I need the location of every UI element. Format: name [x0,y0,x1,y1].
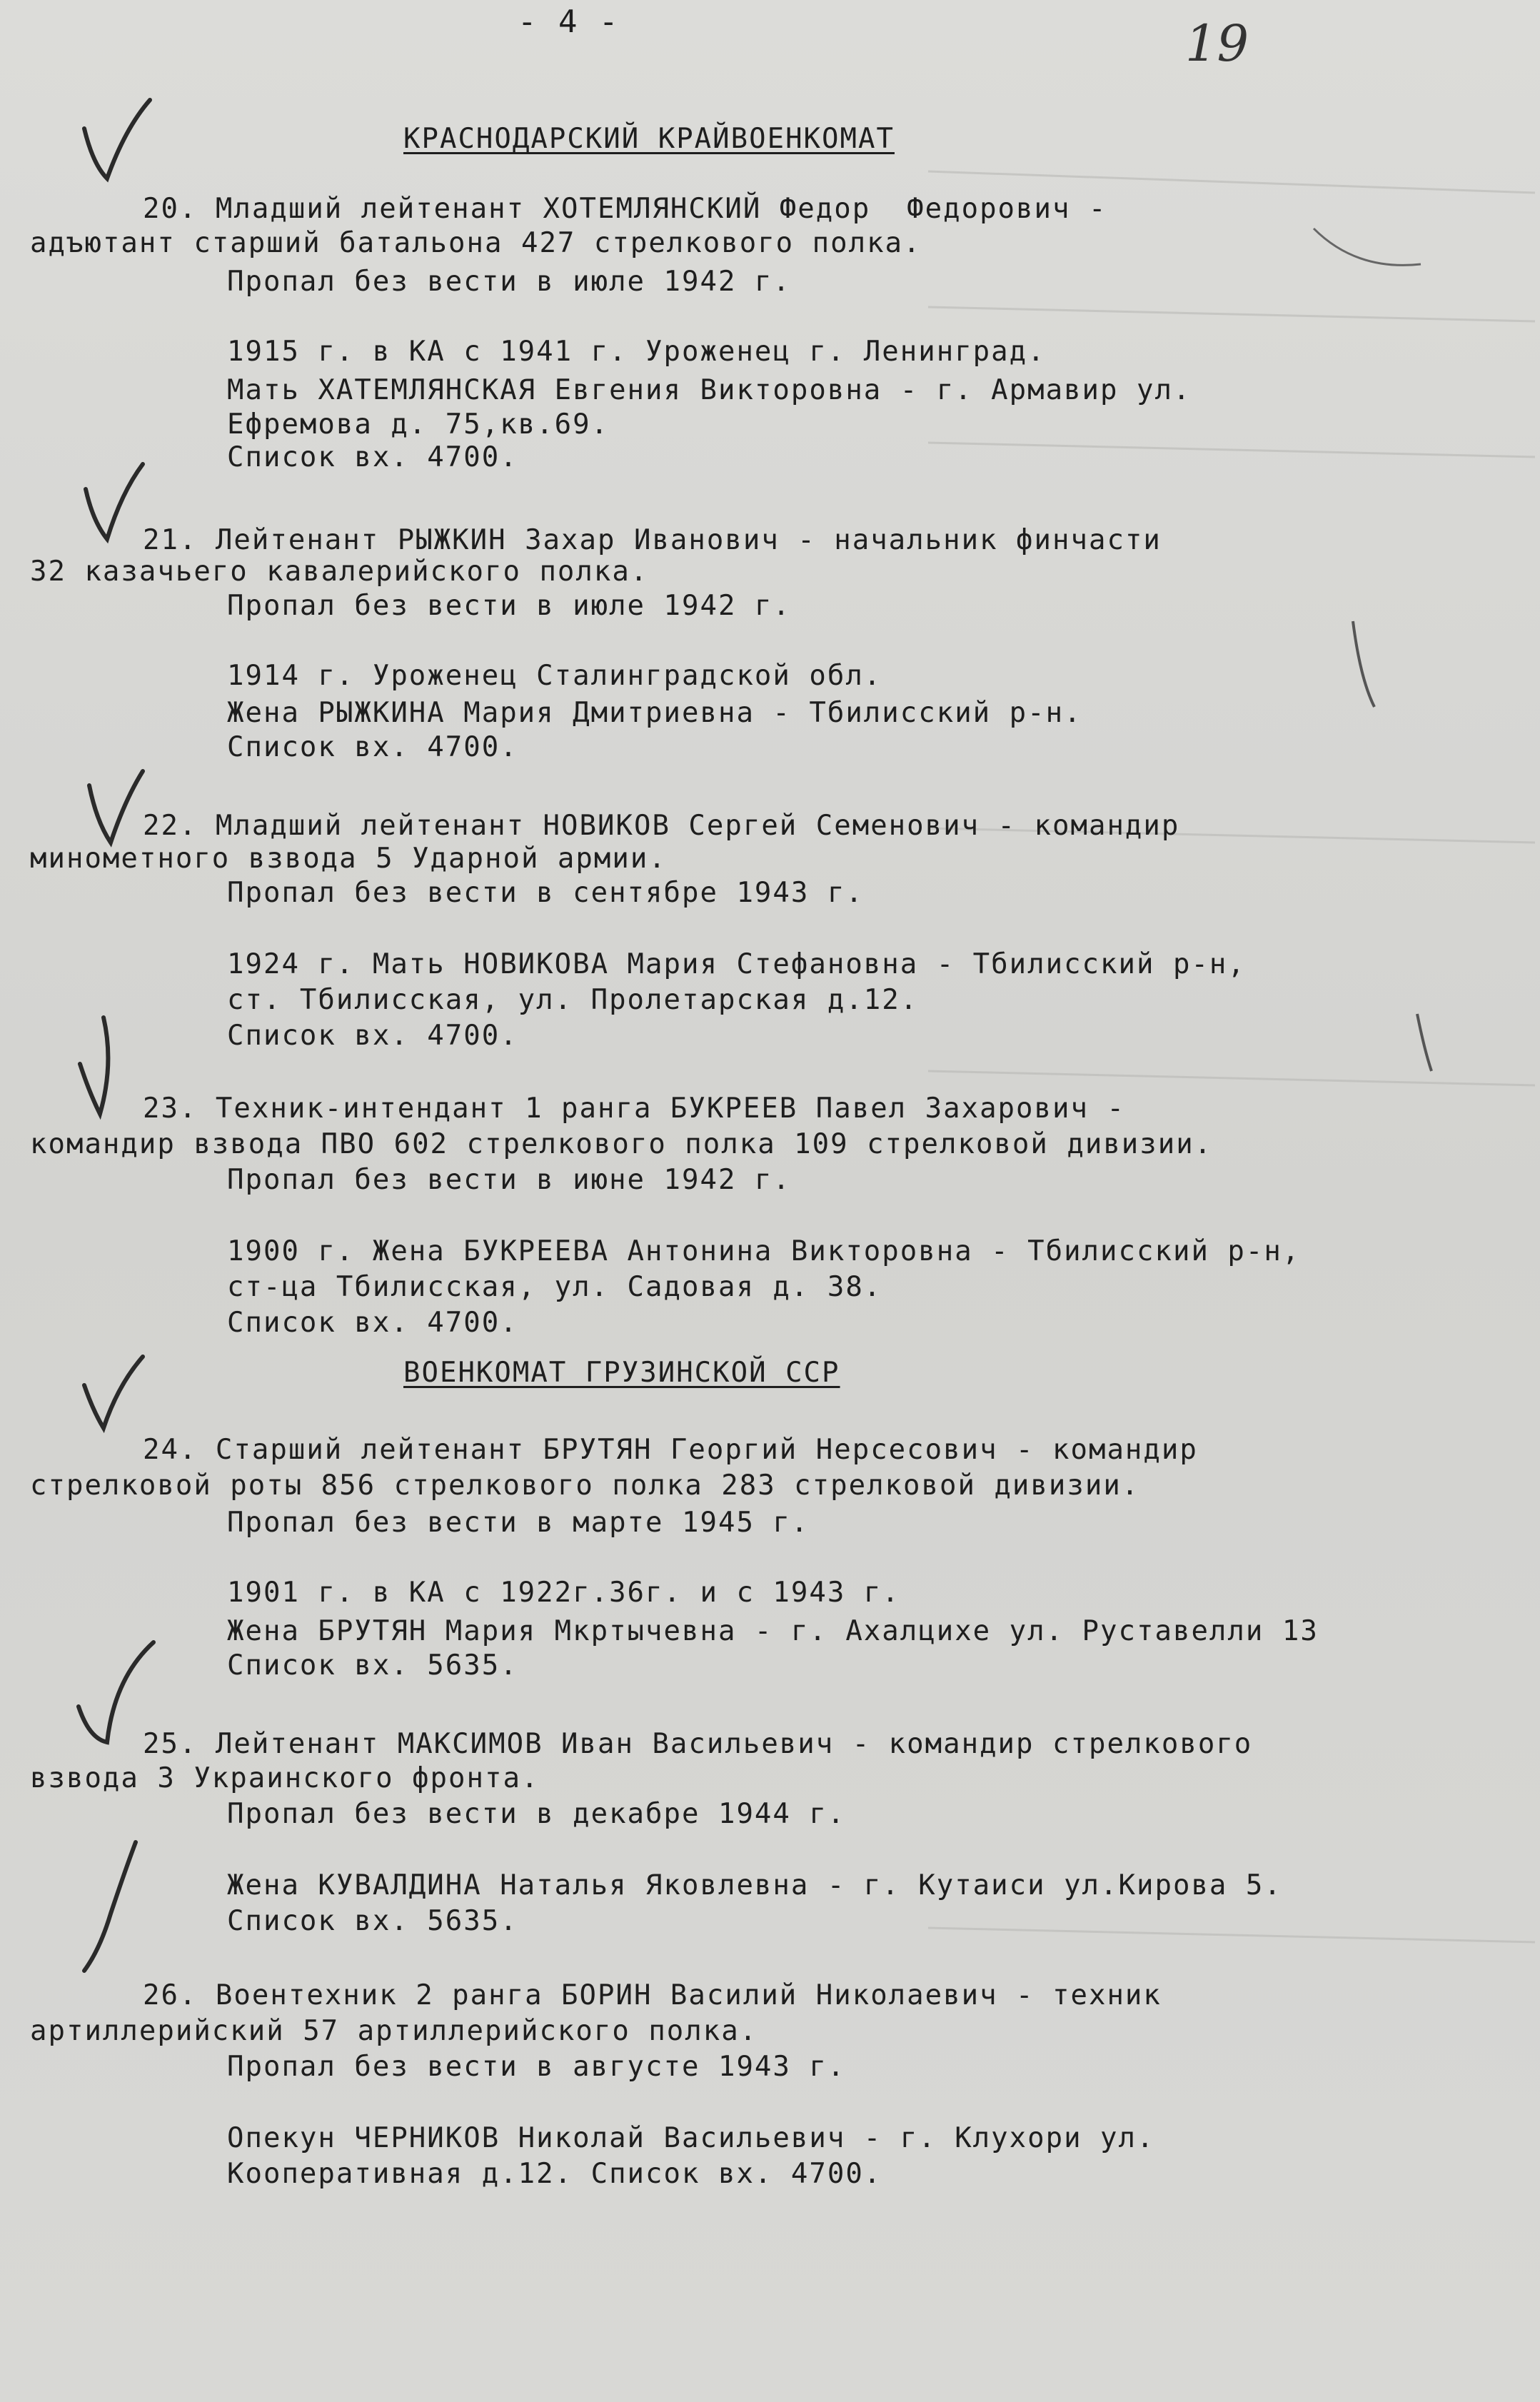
entry-23-line-6: Список вх. 4700. [227,1307,518,1339]
entry-20-line-6: Ефремова д. 75,кв.69. [227,408,610,441]
entry-23-line-5: ст-ца Тбилисская, ул. Садовая д. 38. [227,1271,882,1303]
entry-22-line-6: Список вх. 4700. [227,1020,518,1052]
entry-25-line-4: Жена КУВАЛДИНА Наталья Яковлевна - г. Кутаиси ул.Кирова 5. [227,1869,1282,1901]
entry-24-line-1: 24. Старший лейтенант БРУТЯН Георгий Нерсесович - командир [143,1434,1198,1466]
entry-20-line-4: 1915 г. в КА с 1941 г. Уроженец г. Ленинград. [227,336,1046,368]
bleed-through-texture [928,171,1535,1942]
entry-20-line-3: Пропал без вести в июле 1942 г. [227,266,791,298]
entry-24-line-2: стрелковой роты 856 стрелкового полка 283 стрелковой дивизии. [30,1469,1140,1502]
entry-21-line-1: 21. Лейтенант РЫЖКИН Захар Иванович - начальник финчасти [143,524,1162,556]
entry-21-line-4: 1914 г. Уроженец Сталинградской обл. [227,660,882,692]
entry-24-line-4: 1901 г. в КА с 1922г.36г. и с 1943 г. [227,1577,900,1609]
section-header-krasnodar: КРАСНОДАРСКИЙ КРАЙВОЕНКОМАТ [403,123,895,155]
entry-22-line-3: Пропал без вести в сентябре 1943 г. [227,877,864,909]
entry-22-line-1: 22. Младший лейтенант НОВИКОВ Сергей Семенович - командир [143,810,1180,842]
entry-23-line-1: 23. Техник-интендант 1 ранга БУКРЕЕВ Павел Захарович - [143,1092,1125,1125]
entry-26-line-1: 26. Воентехник 2 ранга БОРИН Василий Николаевич - техник [143,1979,1162,2011]
entry-26-line-3: Пропал без вести в августе 1943 г. [227,2051,846,2083]
checkmark-26-icon [84,1842,136,1971]
checkmark-22-icon [89,771,143,843]
entry-20-line-2: адъютант старший батальона 427 стрелкового полка. [30,227,922,259]
entry-26-line-5: Кооперативная д.12. Список вх. 4700. [227,2158,882,2190]
entry-20-line-7: Список вх. 4700. [227,441,518,473]
entry-24-line-3: Пропал без вести в марте 1945 г. [227,1507,810,1539]
entry-26-line-4: Опекун ЧЕРНИКОВ Николай Васильевич - г. Клухори ул. [227,2122,1155,2154]
checkmark-20-icon [84,100,150,179]
page-number: - 4 - [518,4,620,40]
entry-23-line-3: Пропал без вести в июне 1942 г. [227,1164,791,1196]
entry-25-line-1: 25. Лейтенант МАКСИМОВ Иван Васильевич - командир стрелкового [143,1728,1253,1760]
entry-25-line-5: Список вх. 5635. [227,1905,518,1937]
entry-22-line-5: ст. Тбилисская, ул. Пролетарская д.12. [227,984,919,1016]
entry-23-line-4: 1900 г. Жена БУКРЕЕВА Антонина Викторовна - Тбилисский р-н, [227,1235,1301,1267]
checkmark-25-icon [79,1642,154,1742]
checkmark-23-icon [80,1017,108,1114]
entry-21-line-3: Пропал без вести в июле 1942 г. [227,590,791,622]
margin-tick-icon [1353,621,1374,707]
checkmark-21-icon [86,464,143,539]
entry-25-line-3: Пропал без вести в декабре 1944 г. [227,1798,846,1830]
entry-21-line-2: 32 казачьего кавалерийского полка. [30,556,649,588]
entry-21-line-6: Список вх. 4700. [227,731,518,763]
handwritten-folio-number: 19 [1185,14,1249,73]
section-header-georgia: ВОЕНКОМАТ ГРУЗИНСКОЙ ССР [403,1357,840,1389]
margin-tick-icon [1314,228,1421,265]
entry-22-line-2: минометного взвода 5 Ударной армии. [30,843,667,875]
entry-24-line-6: Список вх. 5635. [227,1649,518,1682]
checkmark-24-icon [84,1357,143,1428]
margin-tick-icon [1417,1014,1431,1071]
entry-20-line-5: Мать ХАТЕМЛЯНСКАЯ Евгения Викторовна - г. Армавир ул. [227,374,1192,406]
entry-26-line-2: артиллерийский 57 артиллерийского полка. [30,2015,758,2047]
entry-20-line-1: 20. Младший лейтенант ХОТЕМЛЯНСКИЙ Федор Федорович - [143,193,1107,225]
entry-22-line-4: 1924 г. Мать НОВИКОВА Мария Стефановна - Тбилисский р-н, [227,948,1246,980]
entry-21-line-5: Жена РЫЖКИНА Мария Дмитриевна - Тбилисский р-н. [227,697,1082,729]
entry-23-line-2: командир взвода ПВО 602 стрелкового полка 109 стрелковой дивизии. [30,1128,1213,1160]
entry-24-line-5: Жена БРУТЯН Мария Мкртычевна - г. Ахалцихе ул. Руставелли 13 [227,1615,1319,1647]
entry-25-line-2: взвода 3 Украинского фронта. [30,1762,540,1794]
